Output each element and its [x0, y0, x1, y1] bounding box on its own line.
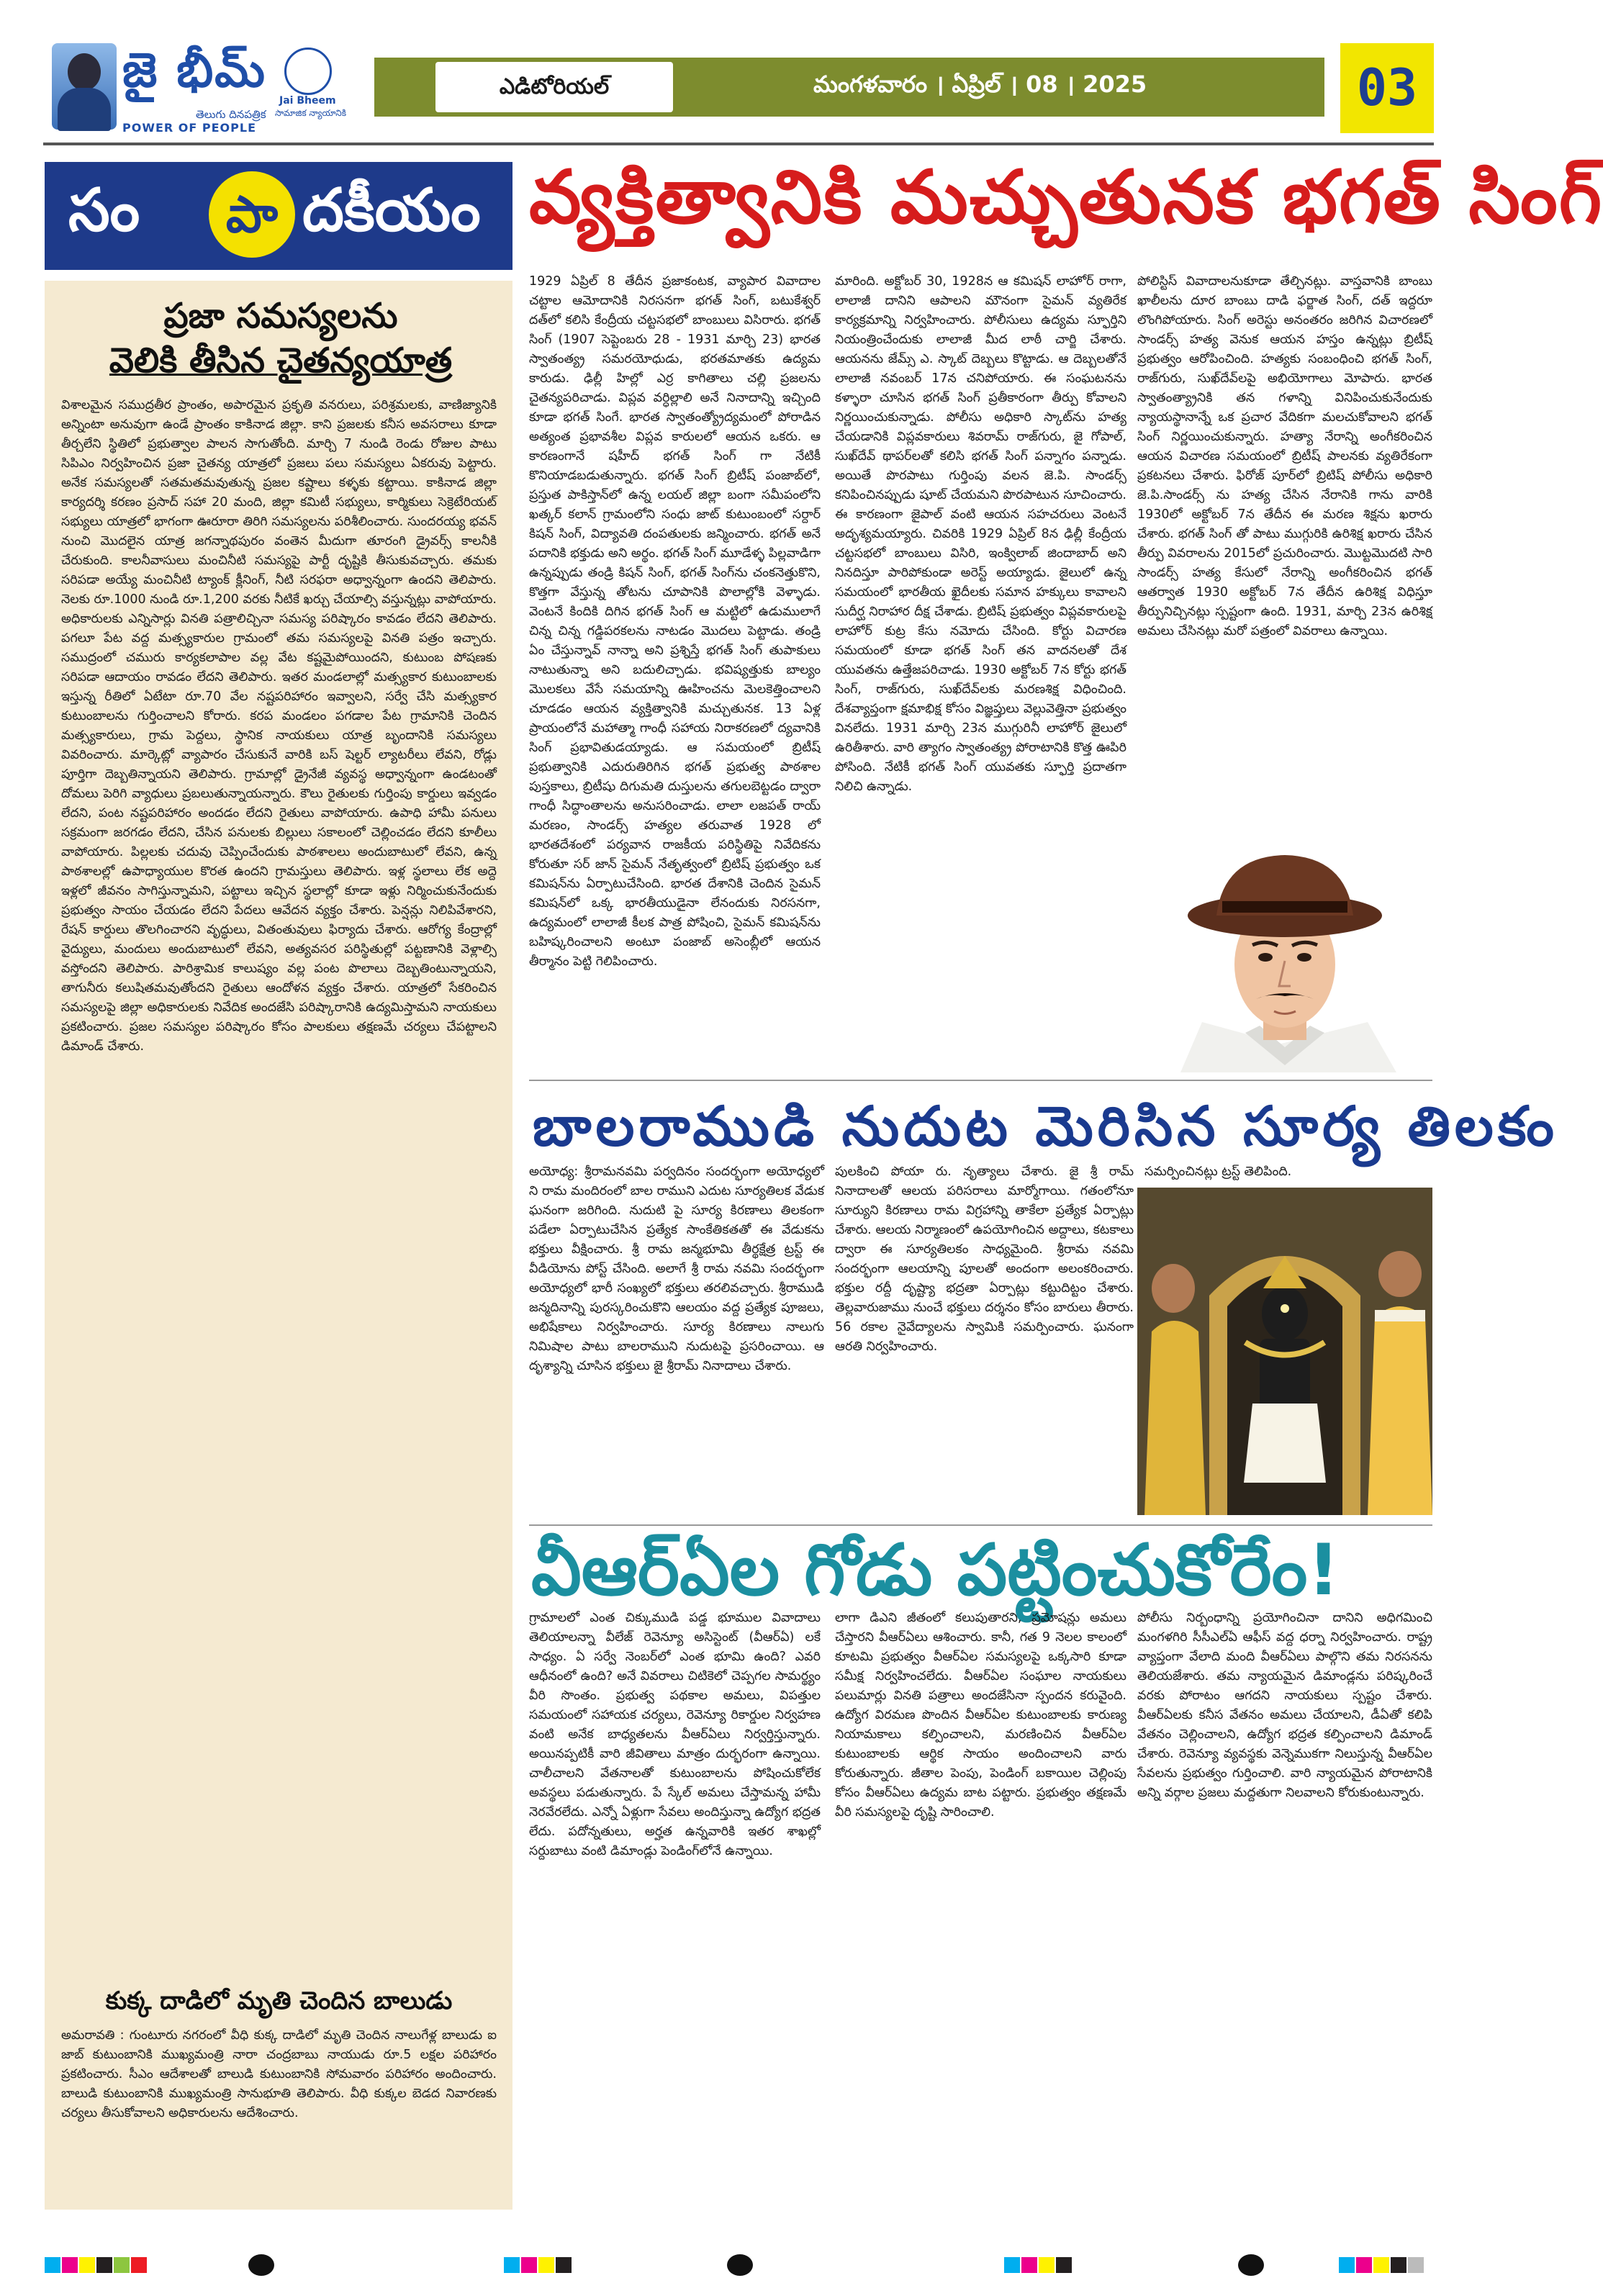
color-swatch [45, 2257, 60, 2273]
color-swatch [1408, 2257, 1424, 2273]
color-swatch [521, 2257, 537, 2273]
left-headline [65, 294, 497, 383]
color-swatch [114, 2257, 130, 2273]
sampadakeeyam-prefix: సం [68, 176, 140, 245]
vra-headline: వీఆర్ఏల గోడు పట్టించుకోరేం! [531, 1529, 1340, 1612]
left-sub-body: అమరావతి : గుంటూరు నగరంలో వీధి కుక్క దాడిలో మృతి చెందిన నాలుగేళ్ల బాలుడు ఐ జాబ్ కుటుంబానికి ముఖ్యమంత్రి నారా చంద్రబాబు నాయుడు రూ.5 లక్షల పరిహారం ప్రకటించారు. సీఎం ఆదేశాలతో బాలుడి కుటుంబానికి సోమవారం పరిహారం అందించారు. బాలుడి కుటుంబానికి ముఖ్యమంత్రి సానుభూతి తెలిపారు. వీధి కుక్కల బెడద నివారణకు చర్యలు తీసుకోవాలని అధికారులను ఆదేశించారు. [61, 2028, 497, 2120]
color-swatch [79, 2257, 95, 2273]
main-story-col-b: మారింది. అక్టోబర్ 30, 1928న ఆ కమిషన్ లాహోర్ రాగా, లాలాజీ దానిని ఆపాలని మౌనంగా సైమన్ వ్యతిరేక కార్యక్రమాన్ని నిర్వహించారు. పోలీసులు ఉద్యమ స్ఫూర్తిని నియంత్రించేందుకు లాలాజీ మీద లాఠీ చార్జి చేశారు. ఆయనను జేమ్స్ ఎ. స్కాట్ దెబ్బలు కొట్టాడు. ఆ దెబ్బలతోనే లాలాజీ నవంబర్ 17న చనిపోయారు. ఈ సంఘటనను కళ్ళారా చూసిన భగత్ సింగ్ ప్రతీకారంగా తీర్పు కోవాలని నిర్ణయించుకున్నాడు. పోలీసు అధికారి స్కాట్‌ను హత్య చేయడానికి విప్లవకారులు శివరామ్ రాజ్‌గురు, జై గోపాల్, సుఖ్‌దేవ్ థాపర్‌లతో కలిసి భగత్ సింగ్ పన్నాగం పన్నాడు. అయితే పొరపాటు గుర్తింపు వలన జె.పి. సాండర్స్ కనిపించినప్పుడు షూట్ చేయమని పొరపాటున సూచించారు. ఈ కారణంగా జైపాల్ వంటి ఆయన సహచరులు వెంటనే అదృశ్యమయ్యారు. చివరికి 1929 ఏప్రిల్ 8న ఢిల్లీ కేంద్రీయ చట్టసభలో బాంబులు విసిరి, ఇంక్విలాబ్ జిందాబాద్ అని నినదిస్తూ పారిపోకుండా అరెస్ట్ అయ్యాడు. జైలులో ఉన్న సమయంలో భారతీయ ఖైదీలకు సమాన హక్కులు కావాలని సుదీర్ఘ నిరాహార దీక్ష చేశాడు. బ్రిటిష్ ప్రభుత్వం విప్లవకారులపై లాహోర్ కుట్ర కేసు నమోదు చేసింది. కోర్టు విచారణ సమయంలో కూడా భగత్ సింగ్ తన వాదనలతో దేశ యువతను ఉత్తేజపరిచాడు. 1930 అక్టోబర్ 7న కోర్టు భగత్ సింగ్, రాజ్‌గురు, సుఖ్‌దేవ్‌లకు మరణశిక్ష విధించింది. దేశవ్యాప్తంగా క్షమాభిక్ష కోసం విజ్ఞప్తులు వెల్లువెత్తినా ప్రభుత్వం వినలేదు. 1931 మార్చి 23న ముగ్గురినీ లాహోర్ జైలులో ఉరితీశారు. వారి త్యాగం స్వాతంత్య్ర పోరాటానికి కొత్త ఊపిరి పోసింది. నేటికీ భగత్ సింగ్ యువతకు స్ఫూర్తి ప్రదాతగా నిలిచి ఉన్నాడు. [835, 274, 1126, 794]
color-swatch [62, 2257, 78, 2273]
color-swatch [504, 2257, 520, 2273]
color-swatch [96, 2257, 112, 2273]
color-swatch [1339, 2257, 1355, 2273]
main-story-col-a: 1929 ఏప్రిల్ 8 తేదీన ప్రజాకంటక, వ్యాపార వివాదాల చట్టాల ఆమోదానికి నిరసనగా భగత్ సింగ్, బటుకేశ్వర్ దత్‌లో కలిసి కేంద్రీయ చట్టసభలో బాంబులు విసిరారు. భగత్ సింగ్ (1907 సెప్టెంబరు 28 - 1931 మార్చి 23) భారత స్వాతంత్య్ర సమరయోధుడు, భరతమాతకు ఉద్యమ కారుడు. ఢిల్లీ హిల్లో ఎర్ర కాగితాలు చల్లి ప్రజలను చైతన్యపరిచాడు. విప్లవ వర్ధిల్లాలి అనే నినాదాన్ని ఇచ్చింది కూడా భగత్ సింగే. భారత స్వాతంత్య్రోద్యమంలో పోరాడిన అత్యంత ప్రభావశీల విప్లవ కారులలో ఆయన ఒకరు. ఆ కారణంగానే షహీద్ భగత్ సింగ్ గా నేటికీ కొనియాడబడుతున్నారు. భగత్ సింగ్ బ్రిటీష్ పంజాబ్‌లో, ప్రస్తుత పాకిస్తాన్‌లో ఉన్న లయల్ జిల్లా బంగా సమీపంలోని ఖత్కర్ కలాన్ గ్రామంలోని సంధు జాట్ కుటుంబంలో సర్దార్ కిషన్ సింగ్, విద్యావతి దంపతులకు జన్మించారు. భగత్ అనే పదానికి భక్తుడు అని అర్థం. భగత్ సింగ్ మూడేళ్ళ పిల్లవాడిగా ఉన్నప్పుడు తండ్రి కిషన్ సింగ్, భగత్ సింగ్‌ను చంకనెత్తుకొని, కొత్తగా వేస్తున్న తోటను చూపానికి పొలాల్లోకి వెళ్ళాడు. వెంటనే కిందికి దిగిన భగత్ సింగ్ ఆ మట్టిలో ఉడుములాగే చిన్న చిన్న గడ్డిపరకలను నాటడం మొదలు పెట్టాడు. తండ్రి ఏం చేస్తున్నావ్ నాన్నా అని ప్రశ్నిస్తే భగత్ సింగ్ తుపాకులు నాటుతున్నా అని బదులిచ్చాడు. భవిష్యత్తుకు బాల్యం మొలకలు వేసే సమయాన్ని ఊహించను మెలకెత్తించాలని చూడడం ఆయన వ్యక్తిత్వానికి మచ్చుతునక. 13 ఏళ్ల ప్రాయంలోనే మహాత్మా గాంధీ సహాయ నిరాకరణలో ద్యవానికి సింగ్ ప్రభావితుడయ్యాడు. ఆ సమయంలో బ్రిటీష్ ప్రభుత్వానికి ఎదురుతిరిగిన భగత్ ప్రభుత్వ పాఠశాల పుస్తకాలు, బ్రిటీషు దిగుమతి దుస్తులను తగులబెట్టడం ద్వారా గాంధీ సిద్ధాంతాలను అనుసరించాడు. లాలా లజపత్ రాయ్ మరణం, సాండర్స్ హత్యల తరువాత 1928 లో భారతదేశంలో పర్యవాన రాజకీయ పరిస్థితిపై నివేదికను కోరుతూ సర్ జాన్ సైమన్ నేతృత్వంలో బ్రిటిష్ ప్రభుత్వం ఒక కమిషన్‌ను ఏర్పాటుచేసింది. భారత దేశానికి చెందిన సైమన్ కమిషన్‌లో ఒక్క భారతీయుడైనా లేనందుకు నిరసనగా, ఉద్యమంలో లాలాజీ కీలక పాత్ర పోషించి, సైమన్ కమిషన్‌ను బహిష్కరించాలని అంటూ పంజాబ్ అసెంబ్లీలో ఆయన తీర్మానం పెట్టి గెలిపించారు. [529, 274, 821, 969]
color-swatch [131, 2257, 147, 2273]
page-number-box [1340, 43, 1434, 133]
section-divider-1 [529, 1080, 1432, 1081]
color-swatch [1056, 2257, 1072, 2273]
left-headline-line1: ప్రజా సమస్యలను [163, 296, 398, 336]
main-headline: వ్యక్తిత్వానికి మచ్చుతునక భగత్ సింగ్ [529, 155, 1603, 240]
vra-story-col-g: గ్రామాలలో ఎంత చిక్కుముడి పడ్డ భూముల వివాదాలు తెలియాలన్నా వీలేజ్ రెవెన్యూ అసిస్టెంట్ (వీఆర్ఏ) లకే సాధ్యం. ఏ సర్వే నెంబర్‌లో ఎంత భూమి ఉంది? ఎవరి ఆధీనంలో ఉంది? అనే వివరాలు చిటికెలో చెప్పగల సామర్థ్యం వీరి సొంతం. ప్రభుత్వ పథకాల అమలు, విపత్తుల సమయంలో సహాయక చర్యలు, రెవెన్యూ రికార్డుల నిర్వహణ వంటి అనేక బాధ్యతలను వీఆర్ఏలు నిర్వర్తిస్తున్నారు. అయినప్పటికీ వారి జీవితాలు మాత్రం దుర్భరంగా ఉన్నాయి. చాలీచాలని వేతనాలతో కుటుంబాలను పోషించుకోలేక అవస్థలు పడుతున్నారు. పే స్కేల్ అమలు చేస్తామన్న హామీ నెరవేరలేదు. ఎన్నో ఏళ్లుగా సేవలు అందిస్తున్నా ఉద్యోగ భద్రత లేదు. పదోన్నతులు, అర్హత ఉన్నవారికి ఇతర శాఖల్లో సర్దుబాటు వంటి డిమాండ్లు పెండింగ్‌లోనే ఉన్నాయి. [529, 1611, 821, 1858]
header-divider [43, 143, 1434, 145]
sampadakeeyam-suffix: దకీయం [302, 176, 481, 245]
color-swatch [556, 2257, 572, 2273]
vra-story-col-i: పోలీసు నిర్బంధాన్ని ప్రయోగించినా దానిని అధిగమించి మంగళగిరి సీసీఎల్‌ఏ ఆఫీస్ వద్ద ధర్నా నిర్వహించారు. రాష్ట్ర వ్యాప్తంగా వేలాది మంది వీఆర్ఏలు పాల్గొని తమ నిరసనను తెలియజేశారు. తమ న్యాయమైన డిమాండ్లను పరిష్కరించే వరకు పోరాటం ఆగదని నాయకులు స్పష్టం చేశారు. వీఆర్ఏలకు కనీస వేతనం అమలు చేయాలని, డీఏతో కలిపి వేతనం చెల్లించాలని, ఉద్యోగ భద్రత కల్పించాలని డిమాండ్ చేశారు. రెవెన్యూ వ్యవస్థకు వెన్నెముకగా నిలుస్తున్న వీఆర్ఏల సేవలను ప్రభుత్వం గుర్తించాలి. వారి న్యాయమైన పోరాటానికి అన్ని వర్గాల ప్రజలు మద్దతుగా నిలవాలని కోరుకుంటున్నారు. [1137, 1611, 1432, 1800]
color-swatch [1356, 2257, 1372, 2273]
color-swatch [1039, 2257, 1055, 2273]
registration-mark [1238, 2254, 1264, 2276]
ram-story-col-d: అయోధ్య: శ్రీరామనవమి పర్వదినం సందర్భంగా అయోధ్యలో ని రామ మందిరంలో బాల రాముని ఎదుట సూర్యతిలక వేడుక ఘనంగా జరిగింది. నుదుటి పై సూర్య కిరణాలు తిలకంగా పడేలా ఏర్పాటుచేసిన ప్రత్యేక సాంకేతికతతో ఈ వేడుకను భక్తులు వీక్షించారు. శ్రీ రామ జన్మభూమి తీర్థక్షేత్ర ట్రస్ట్ ఈ వీడియోను పోస్ట్ చేసింది. అలాగే శ్రీ రామ నవమి సందర్భంగా అయోధ్యలో భారీ సంఖ్యలో భక్తులు తరలివచ్చారు. శ్రీరాముడి జన్మదినాన్ని పురస్కరించుకొని ఆలయం వద్ద ప్రత్యేక పూజలు, అభిషేకాలు నిర్వహించారు. సూర్య కిరణాలు నాలుగు నిమిషాల పాటు బాలరాముని నుదుటపై ప్రసరించాయి. ఆ దృశ్యాన్ని చూసిన భక్తులు జై శ్రీరామ్ నినాదాలు చేశారు. [529, 1165, 824, 1373]
registration-mark [727, 2254, 753, 2276]
main-story-col-c: పోలిస్టిస్ వివాదాలనుకూడా తేల్చినట్లు. వాస్తవానికి బాంబు ఖాలీలను దూర బాంబు దాడి ఫర్జాత సింగ్, దత్ ఇద్దరూ లొంగిపోయారు. సింగ్ అరెస్టు అనంతరం జరిగిన విచారణలో సాండర్స్ హత్య వెనుక ఆయన హస్తం ఉన్నట్లు బ్రిటీష్ ప్రభుత్వం ఆరోపించింది. హత్యకు సంబంధించి భగత్ సింగ్, రాజ్‌గురు, సుఖ్‌దేవ్‌లపై అభియోగాలు మోపారు. భారత స్వాతంత్య్రానికి తన గళాన్ని వినిపించుకునేందుకు న్యాయస్థానాన్నే ఒక ప్రచార వేదికగా మలచుకోవాలని భగత్ సింగ్ నిర్ణయించుకున్నారు. హత్యా నేరాన్ని అంగీకరించిన ఆయన విచారణ సమయంలో బ్రిటీష్ పాలనకు వ్యతిరేకంగా ప్రకటనలు చేశారు. ఫిరోజ్ పూర్‌లో బ్రిటిష్ పోలీసు అధికారి జె.పి.సాండర్స్ ను హత్య చేసిన నేరానికి గాను వారికి 1930లో అక్టోబర్ 7న తేదీన ఈ మరణ శిక్షను ఖరారు చేశారు. భగత్ సింగ్ తో పాటు ముగ్గురికి ఉరిశిక్ష ఖరారు చేసిన తీర్పు వివరాలను 2015లో ప్రచురించారు. మొట్టమొదటి సారి సాండర్స్ హత్య కేసులో నేరాన్ని అంగీకరించిన భగత్ ఆతర్వాత 1930 అక్టోబర్ 7న తేదీన ఉరిశిక్ష విధిస్తూ తీర్పునిచ్చినట్లు స్పష్టంగా ఉంది. 1931, మార్చి 23న ఉరిశిక్ష అమలు చేసినట్లు మరో పత్రంలో వివరాలు ఉన్నాయి. [1137, 274, 1432, 638]
left-headline-line2: వెలికి తీసిన చైతన్యయాత్ర [109, 340, 453, 381]
masthead-tagline-en: POWER OF PEOPLE [122, 121, 257, 135]
color-swatch [1391, 2257, 1406, 2273]
logo-portrait [52, 43, 117, 130]
ram-lalla-photo [1137, 1188, 1432, 1515]
ram-story-col-e: పులకించి పోయా రు. నృత్యాలు చేశారు. జై శ్రీ రామ్ నినాదాలతో ఆలయ పరిసరాలు మార్మోగాయి. గతంలోనూ సూర్యుని కిరణాలు రామ విగ్రహాన్ని తాకేలా ప్రత్యేక ఏర్పాట్లు చేశారు. ఆలయ నిర్మాణంలో ఉపయోగించిన అద్దాలు, కటకాలు ద్వారా ఈ సూర్యతిలకం సాధ్యమైంది. శ్రీరామ నవమి సందర్భంగా ఆలయాన్ని పూలతో అందంగా అలంకరించారు. భక్తుల రద్దీ దృష్ట్యా భద్రతా ఏర్పాట్లు కట్టుదిట్టం చేశారు. తెల్లవారుజాము నుంచే భక్తులు దర్శనం కోసం బారులు తీరారు. 56 రకాల నైవేద్యాలను స్వామికి సమర్పించారు. ఘనంగా ఆరతి నిర్వహించారు. [835, 1165, 1134, 1354]
sampadakeeyam-circle [209, 171, 295, 258]
left-story-body: విశాలమైన సముద్రతీర ప్రాంతం, అపారమైన ప్రకృతి వనరులు, పరిశ్రమలకు, వాణిజ్యానికి అన్నింటా అనువుగా ఉండే ప్రాంతం కాకినాడ జిల్లా. కాని ప్రజలకు కనీస అవసరాలు కూడా తీర్చలేని స్థితిలో ప్రభుత్వాల పాలన సాగుతోంది. మార్చి 7 నుండి రెండు రోజుల పాటు సిపిఎం నిర్వహించిన ప్రజా చైతన్య యాత్రలో ప్రజలు పలు సమస్యలు ఏకరువు పెట్టారు. అనేక సమస్యలతో సతమతమవుతున్న ప్రజల కష్టాలు కళ్ళకు కట్టాయి. కాకినాడ జిల్లా కార్యదర్శి కరణం ప్రసాద్ సహా 20 మంది, జిల్లా కమిటీ సభ్యులు, కార్మికులు సెక్రెటేరియట్ సభ్యులు యాత్రలో భాగంగా ఊరూరా తిరిగి సమస్యలను పరిశీలించారు. సుందరయ్య భవన్ నుంచి మొదలైన యాత్ర జగన్నాథపురం వంతెన మీదుగా తూరంగి డ్రైవర్స్ కాలనీకి చేరుకుంది. కాలనీవాసులు మంచినీటి సమస్యపై పార్టీ దృష్టికి తీసుకువచ్చారు. తమకు సరిపడా అయ్యే మంచినీటి ట్యాంక్ క్లీనింగ్, నీటి సరఫరా అధ్వాన్నంగా ఉందని తెలిపారు. నెలకు రూ.1000 నుండి రూ.1,200 వరకు నీటికే ఖర్చు చేయాల్సి వస్తున్నట్లు వాపోయారు. అధికారులకు ఎన్నిసార్లు వినతి పత్రాలిచ్చినా సమస్య పరిష్కారం కావడం లేదని తెలిపారు. పగలూ పేట వద్ద మత్స్యకారుల గ్రామంలో తమ సమస్యలపై వినతి పత్రం ఇచ్చారు. సముద్రంలో చమురు కార్యకలాపాల వల్ల వేట కష్టమైపోయిందని, కుటుంబ పోషణకు సరిపడా ఆదాయం రావడం లేదని తెలిపారు. ఇతర మండలాల్లో మత్స్యకార కుటుంబాలకు ఇస్తున్న రీతిలో ఏటేటా రూ.70 వేల నష్టపరిహారం ఇవ్వాలని, సర్వే చేసి మత్స్యకార కుటుంబాలను గుర్తించాలని కోరారు. కరప మండలం పగడాల పేట గ్రామానికి చెందిన మత్స్యకారులు, గ్రామ పెద్దలు, స్థానిక నాయకులు యాత్ర బృందానికి సమస్యలు వివరించారు. మార్కెట్లో వ్యాపారం చేసుకునే వారికి బస్ షెల్టర్ ల్యాటరీలు లేవని, రోడ్లు పూర్తిగా దెబ్బతిన్నాయని తెలిపారు. గ్రామాల్లో డ్రైనేజీ వ్యవస్థ అధ్వాన్నంగా ఉండటంతో దోమలు పెరిగి వ్యాధులు ప్రబలుతున్నాయన్నారు. కౌలు రైతులకు గుర్తింపు కార్డులు ఇవ్వడం లేదని, పంట నష్టపరిహారం అందడం లేదని రైతులు వాపోయారు. ఉపాధి హామీ పనులు సక్రమంగా జరగడం లేదని, చేసిన పనులకు బిల్లులు సకాలంలో చెల్లించడం లేదని కూలీలు వాపోయారు. పిల్లలకు చదువు చెప్పించేందుకు పాఠశాలలు అందుబాటులో లేవని, ఉన్న పాఠశాలల్లో ఉపాధ్యాయుల కొరత ఉందని గ్రామస్తులు తెలిపారు. ఇళ్ల స్థలాలు లేక అద్దె ఇళ్లలో జీవనం సాగిస్తున్నామని, పట్టాలు ఇచ్చిన స్థలాల్లో కూడా ఇళ్లు నిర్మించుకునేందుకు ప్రభుత్వం సాయం చేయడం లేదని పేదలు ఆవేదన వ్యక్తం చేశారు. పెన్షన్లు నిలిపివేశారని, రేషన్ కార్డులు తొలగించారని వృద్ధులు, వితంతువులు ఫిర్యాదు చేశారు. ఆరోగ్య కేంద్రాల్లో వైద్యులు, మందులు అందుబాటులో లేవని, అత్యవసర పరిస్థితుల్లో పట్టణానికి వెళ్లాల్సి వస్తోందని తెలిపారు. పారిశ్రామిక కాలుష్యం వల్ల పంట పొలాలు దెబ్బతింటున్నాయని, తాగునీరు కలుషితమవుతోందని రైతులు ఆందోళన వ్యక్తం చేశారు. యాత్రలో సేకరించిన సమస్యలపై జిల్లా అధికారులకు నివేదిక అందజేసి పరిష్కారానికి ఉద్యమిస్తామని నాయకులు ప్రకటించారు. ప్రజల సమస్యల పరిష్కారం కోసం పాలకులు తక్షణమే చర్యలు చేపట్టాలని డిమాండ్ చేశారు. [61, 398, 497, 1054]
color-swatch [1004, 2257, 1020, 2273]
masthead-badge-icon [284, 48, 332, 95]
section-label: ఎడిటోరియల్ [499, 74, 610, 99]
section-tab [435, 62, 673, 112]
masthead-badge: Jai Bheem [279, 95, 336, 107]
color-swatch [1373, 2257, 1389, 2273]
masthead-title: జై భీమ్ [122, 42, 266, 98]
color-swatch [538, 2257, 554, 2273]
sampadakeeyam-circle-text: పా [225, 185, 279, 244]
color-swatch [1021, 2257, 1037, 2273]
registration-mark [248, 2254, 274, 2276]
left-sub-headline: కుక్క దాడిలో మృతి చెందిన బాలుడు [105, 1987, 453, 2015]
issue-date: మంగళవారం । ఏప్రిల్ । 08 । 2025 [813, 71, 1147, 98]
section-divider-2 [529, 1524, 1432, 1526]
page-number: 03 [1356, 58, 1418, 117]
masthead-badge-sub: సామాజిక న్యాయానికి [275, 108, 346, 118]
ram-story-col-f: సమర్పించినట్లు ట్రస్ట్ తెలిపింది. [1144, 1165, 1292, 1179]
masthead-tagline-te: తెలుగు దినపత్రిక [196, 108, 266, 121]
bhagat-singh-photo [1137, 849, 1432, 1072]
vra-story-col-h: లాగా డిఎని జీతంలో కలుపుతారని, ప్రమోషన్లు అమలు చేస్తారని వీఆర్ఏలు ఆశించారు. కానీ, గత 9 నెలల కాలంలో కూటమి ప్రభుత్వం వీఆర్ఏల సమస్యలపై ఒక్కసారి కూడా సమీక్ష నిర్వహించలేదు. వీఆర్ఏల సంఘాల నాయకులు పలుమార్లు వినతి పత్రాలు అందజేసినా స్పందన కరువైంది. ఉద్యోగ విరమణ పొందిన వీఆర్ఏల కుటుంబాలకు కారుణ్య నియామకాలు కల్పించాలని, మరణించిన వీఆర్ఏల కుటుంబాలకు ఆర్థిక సాయం అందించాలని వారు కోరుతున్నారు. జీతాల పెంపు, పెండింగ్ బకాయిల చెల్లింపు కోసం వీఆర్ఏలు ఉద్యమ బాట పట్టారు. ప్రభుత్వం తక్షణమే వీరి సమస్యలపై దృష్టి సారించాలి. [835, 1611, 1126, 1820]
ram-headline: బాలరాముడి నుదుట మెరిసిన సూర్య తిలకం [533, 1094, 1558, 1158]
